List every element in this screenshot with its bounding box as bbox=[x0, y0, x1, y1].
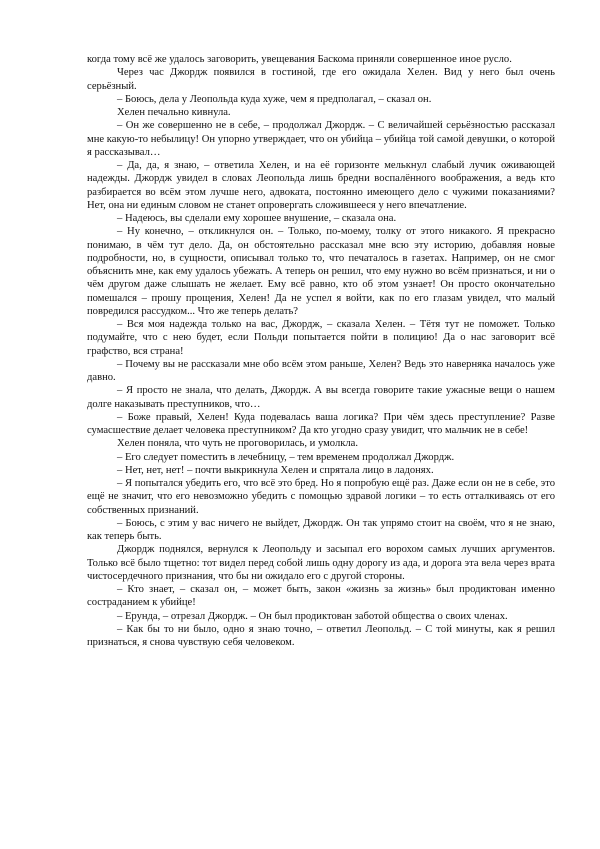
paragraph-2: Через час Джордж появился в гостиной, где его ожидала Хелен. Вид у него был очень серьёзный. bbox=[87, 67, 555, 92]
paragraph-11: – Я просто не знала, что делать, Джордж. А вы всегда говорите такие ужасные вещи о нашем долге наказывать преступников, что… bbox=[87, 385, 555, 410]
paragraph-19: – Кто знает, – сказал он, – может быть, закон «жизнь за жизнь» был продиктован именно состраданием к убийце! bbox=[87, 584, 555, 609]
paragraph-6: – Да, да, я знаю, – ответила Хелен, и на её горизонте мелькнул слабый лучик оживающей надежды. Джордж увидел в словах Леопольда лишь бредни воспалённого воображения, а ведь кто разбирается во всём этом лучше него, адвоката, постоянно имеющего дело с чужими показаниями? Нет, она ни единым словом не станет опровергать сложившееся у него впечатление. bbox=[87, 160, 555, 211]
book-page bbox=[87, 53, 555, 649]
paragraph-14: – Его следует поместить в лечебницу, – тем временем продолжал Джордж. bbox=[117, 451, 455, 463]
paragraph-9: – Вся моя надежда только на вас, Джордж, – сказала Хелен. – Тётя тут не поможет. Только подумайте, что с нею будет, если Польди попытается пойти в полицию! Да о нас заговорит всё графство, вся страна! bbox=[87, 319, 555, 357]
paragraph-12: – Боже правый, Хелен! Куда подевалась ваша логика? При чём здесь преступление? Разве сумасшествие делает человека преступником? Да кто угодно сразу увидит, что мальчик не в себе! bbox=[87, 411, 555, 436]
paragraph-5: – Он же совершенно не в себе, – продолжал Джордж. – С величайшей серьёзностью рассказал мне какую-то небылицу! Он упорно утверждает, что он убийца – убийца той самой девушки, о которой я рассказывал… bbox=[87, 120, 555, 158]
paragraph-10: – Почему вы не рассказали мне обо всём этом раньше, Хелен? Ведь это наверняка началось уже давно. bbox=[87, 358, 555, 383]
paragraph-4: Хелен печально кивнула. bbox=[117, 107, 231, 118]
paragraph-8: – Ну конечно, – откликнулся он. – Только, по-моему, толку от этого никакого. Я прекрасно понимаю, в чём тут дело. Да, он обстоятельно рассказал мне всю эту историю, добавляя новые подробности, но, в сущности, описывал только то, что печаталось в газетах. Например, он не смог объяснить мне, как ему удалось убежать. А теперь он решил, что ему нужно во всём признаться, и ни о чём другом даже слышать не желает. Ему всё равно, кто об этом узнает! Он просто окончательно помешался – прошу прощения, Хелен! Да не успел я войти, как по его глазам увидел, что малый повредился рассудком... Что же теперь делать? bbox=[87, 226, 555, 317]
paragraph-13: Хелен поняла, что чуть не проговорилась, и умолкла. bbox=[117, 438, 359, 450]
paragraph-15: – Нет, нет, нет! – почти выкрикнула Хелен и спрятала лицо в ладонях. bbox=[117, 464, 434, 476]
paragraph-1: когда тому всё же удалось заговорить, увещевания Баскома приняли совершенное иное русло. bbox=[87, 54, 512, 65]
paragraph-17: – Боюсь, с этим у вас ничего не выйдет, Джордж. Он так упрямо стоит на своём, что я не знаю, как теперь быть. bbox=[87, 517, 555, 542]
paragraph-7: – Надеюсь, вы сделали ему хорошее внушение, – сказала она. bbox=[117, 213, 397, 224]
paragraph-18: Джордж поднялся, вернулся к Леопольду и засыпал его ворохом самых лучших аргументов. Только всё было тщетно: тот видел перед собой лишь одну дорогу из ада, и дорога эта вела через врата чистосердечного признания, что бы ни ожидало его с другой стороны. bbox=[87, 544, 555, 582]
paragraph-16: – Я попытался убедить его, что всё это бред. Но я попробую ещё раз. Даже если он не в себе, это ещё не значит, что его невозможно убедить с помощью здравой логики – то есть отталкиваясь от его собственных признаний. bbox=[87, 478, 555, 516]
paragraph-20: – Ерунда, – отрезал Джордж. – Он был продиктован заботой общества о своих членах. bbox=[117, 610, 508, 622]
paragraph-21: – Как бы то ни было, одно я знаю точно, – ответил Леопольд. – С той минуты, как я решил признаться, я снова чувствую себя человеком. bbox=[87, 623, 555, 648]
paragraph-3: – Боюсь, дела у Леопольда куда хуже, чем я предполагал, – сказал он. bbox=[117, 93, 432, 105]
